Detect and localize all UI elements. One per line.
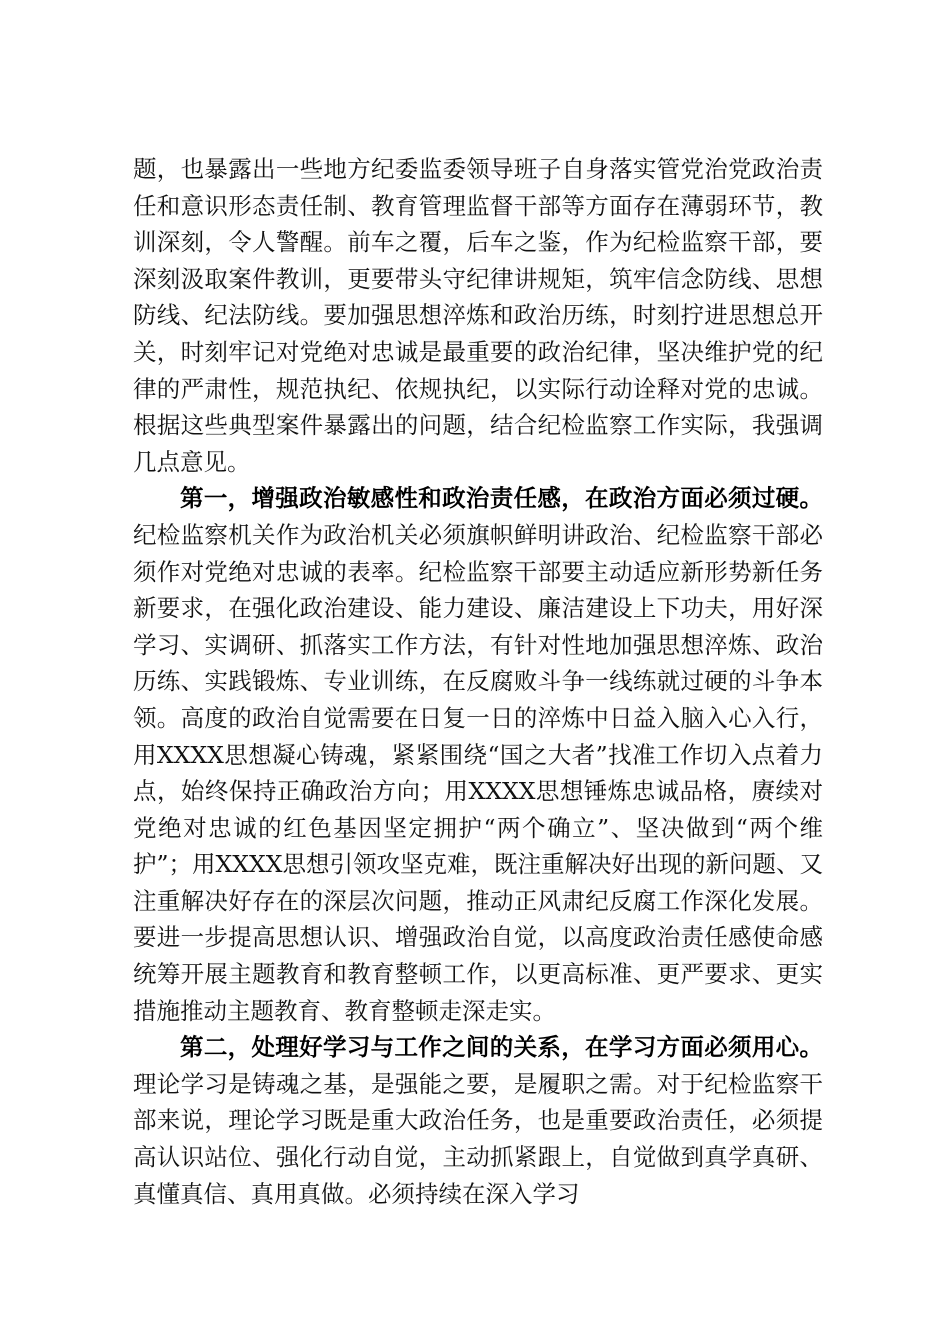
paragraph-text: 题，也暴露出一些地方纪委监委领导班子自身落实管党治党政治责任和意识形态责任制、教育管理监督干部等方面存在薄弱环节，教训深刻，令人警醒。前车之覆，后车之鉴，作为纪检监察干部，要深刻汲取案件教训，更要带头守纪律讲规矩，筑牢信念防线、思想防线、纪法防线。要加强思想淬炼和政治历练，时刻拧进思想总开关，时刻牢记对党绝对忠诚是最重要的政治纪律，坚决维护党的纪律的严肃性，规范执纪、依规执纪，以实际行动诠释对党的忠诚。根据这些典型案件暴露出的问题，结合纪检监察工作实际，我强调几点意见。 xyxy=(133,155,823,476)
paragraph-continuation xyxy=(133,151,823,480)
paragraph-text: 纪检监察机关作为政治机关必须旗帜鲜明讲政治、纪检监察干部必须作对党绝对忠诚的表率。纪检监察干部要主动适应新形势新任务新要求，在强化政治建设、能力建设、廉洁建设上下功夫，用好深学习、实调研、抓落实工作方法，有针对性地加强思想淬炼、政治历练、实践锻炼、专业训练，在反腐败斗争一线练就过硬的斗争本领。高度的政治自觉需要在日复一日的淬炼中日益入脑入心入行，用XXXX思想凝心铸魂，紧紧围绕“国之大者”找准工作切入点着力点，始终保持正确政治方向；用XXXX思想锤炼忠诚品格，赓续对党绝对忠诚的红色基因坚定拥护“两个确立”、坚决做到“两个维护”；用XXXX思想引领攻坚克难，既注重解决好出现的新问题、又注重解决好存在的深层次问题，推动正风肃纪反腐工作深化发展。要进一步提高思想认识、增强政治自觉，以高度政治责任感使命感统筹开展主题教育和教育整顿工作，以更高标准、更严要求、更实措施推动主题教育、教育整顿走深走实。 xyxy=(133,520,823,1025)
paragraph-point-one xyxy=(133,480,823,1029)
paragraph-heading: 第一，增强政治敏感性和政治责任感，在政治方面必须过硬。 xyxy=(180,484,823,513)
paragraph-heading: 第二，处理好学习与工作之间的关系，在学习方面必须用心。 xyxy=(180,1033,823,1062)
paragraph-point-two xyxy=(133,1029,823,1212)
paragraph-text: 理论学习是铸魂之基，是强能之要，是履职之需。对于纪检监察干部来说，理论学习既是重大政治任务，也是重要政治责任，必须提高认识站位、强化行动自觉，主动抓紧跟上，自觉做到真学真研、真懂真信、真用真做。必须持续在深入学习 xyxy=(133,1069,823,1208)
document-body xyxy=(133,151,823,1212)
